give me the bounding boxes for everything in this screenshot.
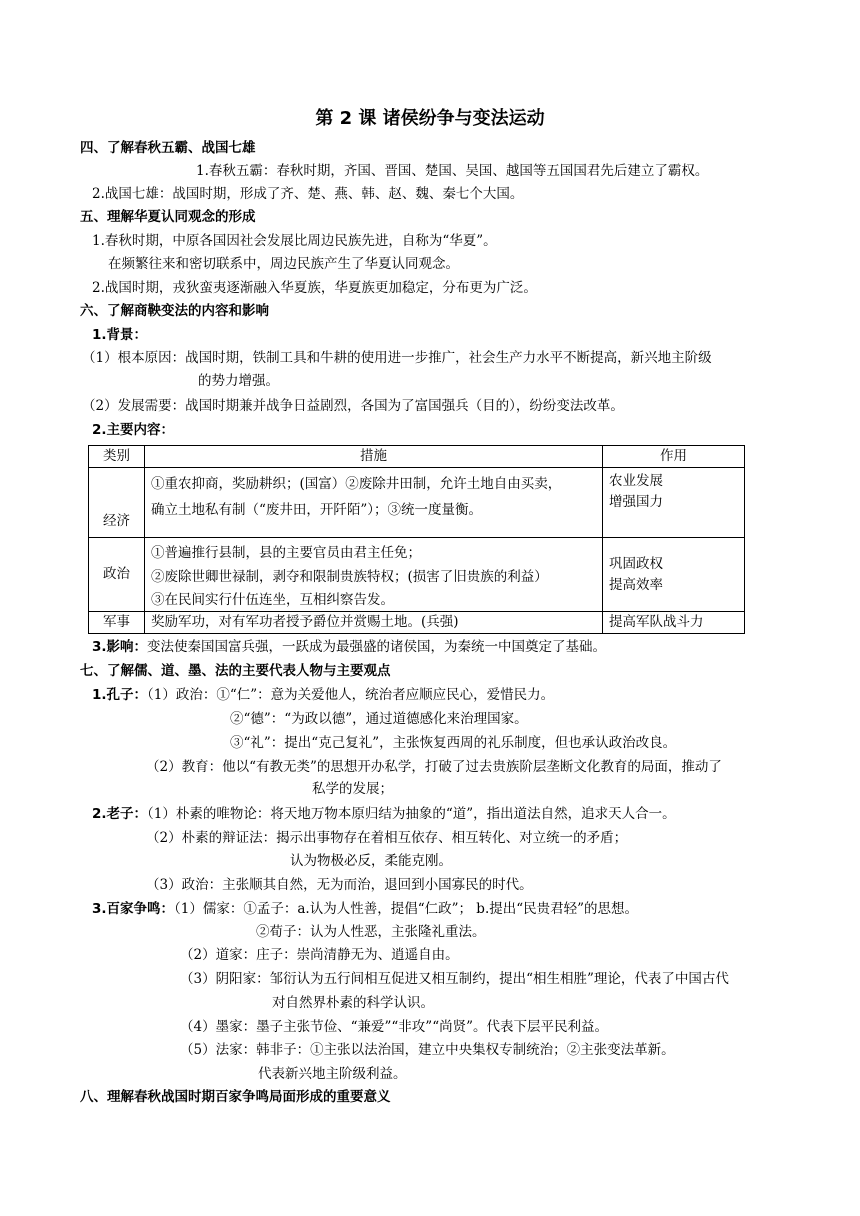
kongzi-de: ②“德”：“为政以德”，通过道德感化来治理国家。 [230, 711, 528, 727]
baijia-mohist: （4）墨家：墨子主张节俭、“兼爱”“非攻”“尚贤”。代表下层平民利益。 [180, 1019, 608, 1035]
econ-measure-1: ①重农抑商，奖励耕织；(国富）②废除井田制，允许土地自由买卖， [151, 476, 562, 492]
section-7-heading: 七、了解儒、道、墨、法的主要代表人物与主要观点 [80, 663, 391, 679]
pol-measure-1: ①普遍推行县制，县的主要官员由君主任免； [151, 545, 421, 561]
s6-impact-label: 3.影响： [92, 639, 148, 655]
econ-effect-1: 农业发展 [609, 473, 663, 489]
kongzi-politics: （1）政治：①“仁”：意为关爱他人，统治者应顺应民心，爱惜民力。 [147, 687, 555, 703]
s6-background-1: （1）根本原因：战国时期，铁制工具和牛耕的使用进一步推广，社会生产力水平不断提高，新兴地主阶级 [82, 350, 712, 366]
kongzi-label: 1.孔子： [92, 687, 148, 703]
baijia-label: 3.百家争鸣： [92, 901, 175, 917]
laozi-politics: （3）政治：主张顺其自然，无为而治，退回到小国寡民的时代。 [146, 877, 533, 893]
s6-impact [92, 637, 606, 657]
pol-measure-2: ②废除世卿世禄制，剥夺和限制贵族特权；(损害了旧贵族的利益） [151, 569, 548, 585]
baijia-xunzi: ②荀子：认为人性恶，主张隆礼重法。 [256, 924, 486, 940]
table-header-type: 类别 [89, 446, 145, 468]
baijia-confucian: （1）儒家：①孟子：a.认为人性善，提倡“仁政”； b.提出“民贵君轻”的思想。 [174, 901, 639, 917]
mil-measure-1: 奖励军功，对有军功者授予爵位并赏赐土地。(兵强) [145, 612, 603, 634]
reform-table [88, 445, 745, 634]
s7-laozi-1 [92, 804, 676, 824]
s5-item-2: 2.战国时期，戎狄蛮夷逐渐融入华夏族，华夏族更加稳定，分布更为广泛。 [92, 280, 537, 296]
kongzi-education: （2）教育：他以“有教无类”的思想开办私学，打破了过去贵族阶层垄断文化教育的局面，推动了 [146, 759, 722, 775]
s6-background-1-cont: 的势力增强。 [198, 373, 279, 389]
s4-item-2: 2.战国七雄：战国时期，形成了齐、楚、燕、韩、赵、魏、秦七个大国。 [92, 186, 524, 202]
baijia-legalist-cont: 代表新兴地主阶级利益。 [258, 1066, 407, 1082]
table-row-politics [89, 538, 745, 612]
table-header-effect: 作用 [603, 446, 745, 468]
table-header-measure: 措施 [145, 446, 603, 468]
pol-type: 政治 [89, 538, 145, 612]
s4-item-1: 1.春秋五霸：春秋时期，齐国、晋国、楚国、吴国、越国等五国国君先后建立了霸权。 [196, 163, 709, 179]
table-row-military [89, 612, 745, 634]
laozi-dialectics-cont: 认为物极必反，柔能克刚。 [290, 853, 452, 869]
s5-item-1: 1.春秋时期，中原各国因社会发展比周边民族先进，自称为“华夏”。 [92, 233, 497, 249]
econ-measure-2: 确立土地私有制（“废井田，开阡陌”）；③统一度量衡。 [151, 502, 483, 518]
s6-content-label: 2.主要内容： [92, 422, 175, 438]
section-5-heading: 五、理解华夏认同观念的形成 [80, 209, 256, 225]
s6-background-label: 1.背景： [92, 327, 148, 343]
laozi-materialism: （1）朴素的唯物论：将天地万物本原归结为抽象的“道”，指出道法自然，追求天人合一。 [147, 806, 676, 822]
mil-type: 军事 [89, 612, 145, 634]
laozi-label: 2.老子： [92, 806, 148, 822]
pol-effect-1: 巩固政权 [609, 555, 663, 572]
section-6-heading: 六、了解商鞅变法的内容和影响 [80, 303, 269, 319]
s7-kongzi-1 [92, 685, 554, 705]
econ-type: 经济 [89, 468, 145, 538]
s7-baijia-1 [92, 899, 638, 919]
baijia-yinyang-cont: 对自然界朴素的科学认识。 [272, 995, 434, 1011]
s6-background-2: （2）发展需要：战国时期兼并战争日益剧烈，各国为了富国强兵（目的），纷纷变法改革。 [82, 398, 624, 414]
mil-effect-1: 提高军队战斗力 [603, 612, 745, 634]
table-row-economy [89, 468, 745, 538]
pol-measure-3: ③在民间实行什伍连坐，互相纠察告发。 [151, 592, 394, 608]
section-8-heading: 八、理解春秋战国时期百家争鸣局面形成的重要意义 [80, 1089, 391, 1105]
page-title: 第 2 课 诸侯纷争与变法运动 [315, 108, 545, 129]
kongzi-education-cont: 私学的发展； [312, 781, 393, 797]
laozi-dialectics: （2）朴素的辩证法：揭示出事物存在着相互依存、相互转化、对立统一的矛盾； [146, 830, 628, 846]
section-4-heading: 四、了解春秋五霸、战国七雄 [80, 140, 256, 156]
s5-item-1-cont: 在频繁往来和密切联系中，周边民族产生了华夏认同观念。 [108, 256, 459, 272]
baijia-daoist: （2）道家：庄子：崇尚清静无为、逍遥自由。 [180, 947, 459, 963]
s6-impact-text: 变法使秦国国富兵强，一跃成为最强盛的诸侯国，为秦统一中国奠定了基础。 [147, 639, 607, 655]
pol-effect-2: 提高效率 [609, 576, 663, 593]
kongzi-li: ③“礼”：提出“克己复礼”，主张恢复西周的礼乐制度，但也承认政治改良。 [230, 735, 677, 751]
baijia-legalist: （5）法家：韩非子：①主张以法治国，建立中央集权专制统治；②主张变法革新。 [180, 1042, 675, 1058]
baijia-yinyang: （3）阴阳家：邹衍认为五行间相互促进又相互制约，提出“相生相胜”理论，代表了中国古代 [180, 971, 729, 987]
econ-effect-2: 增强国力 [609, 494, 663, 510]
